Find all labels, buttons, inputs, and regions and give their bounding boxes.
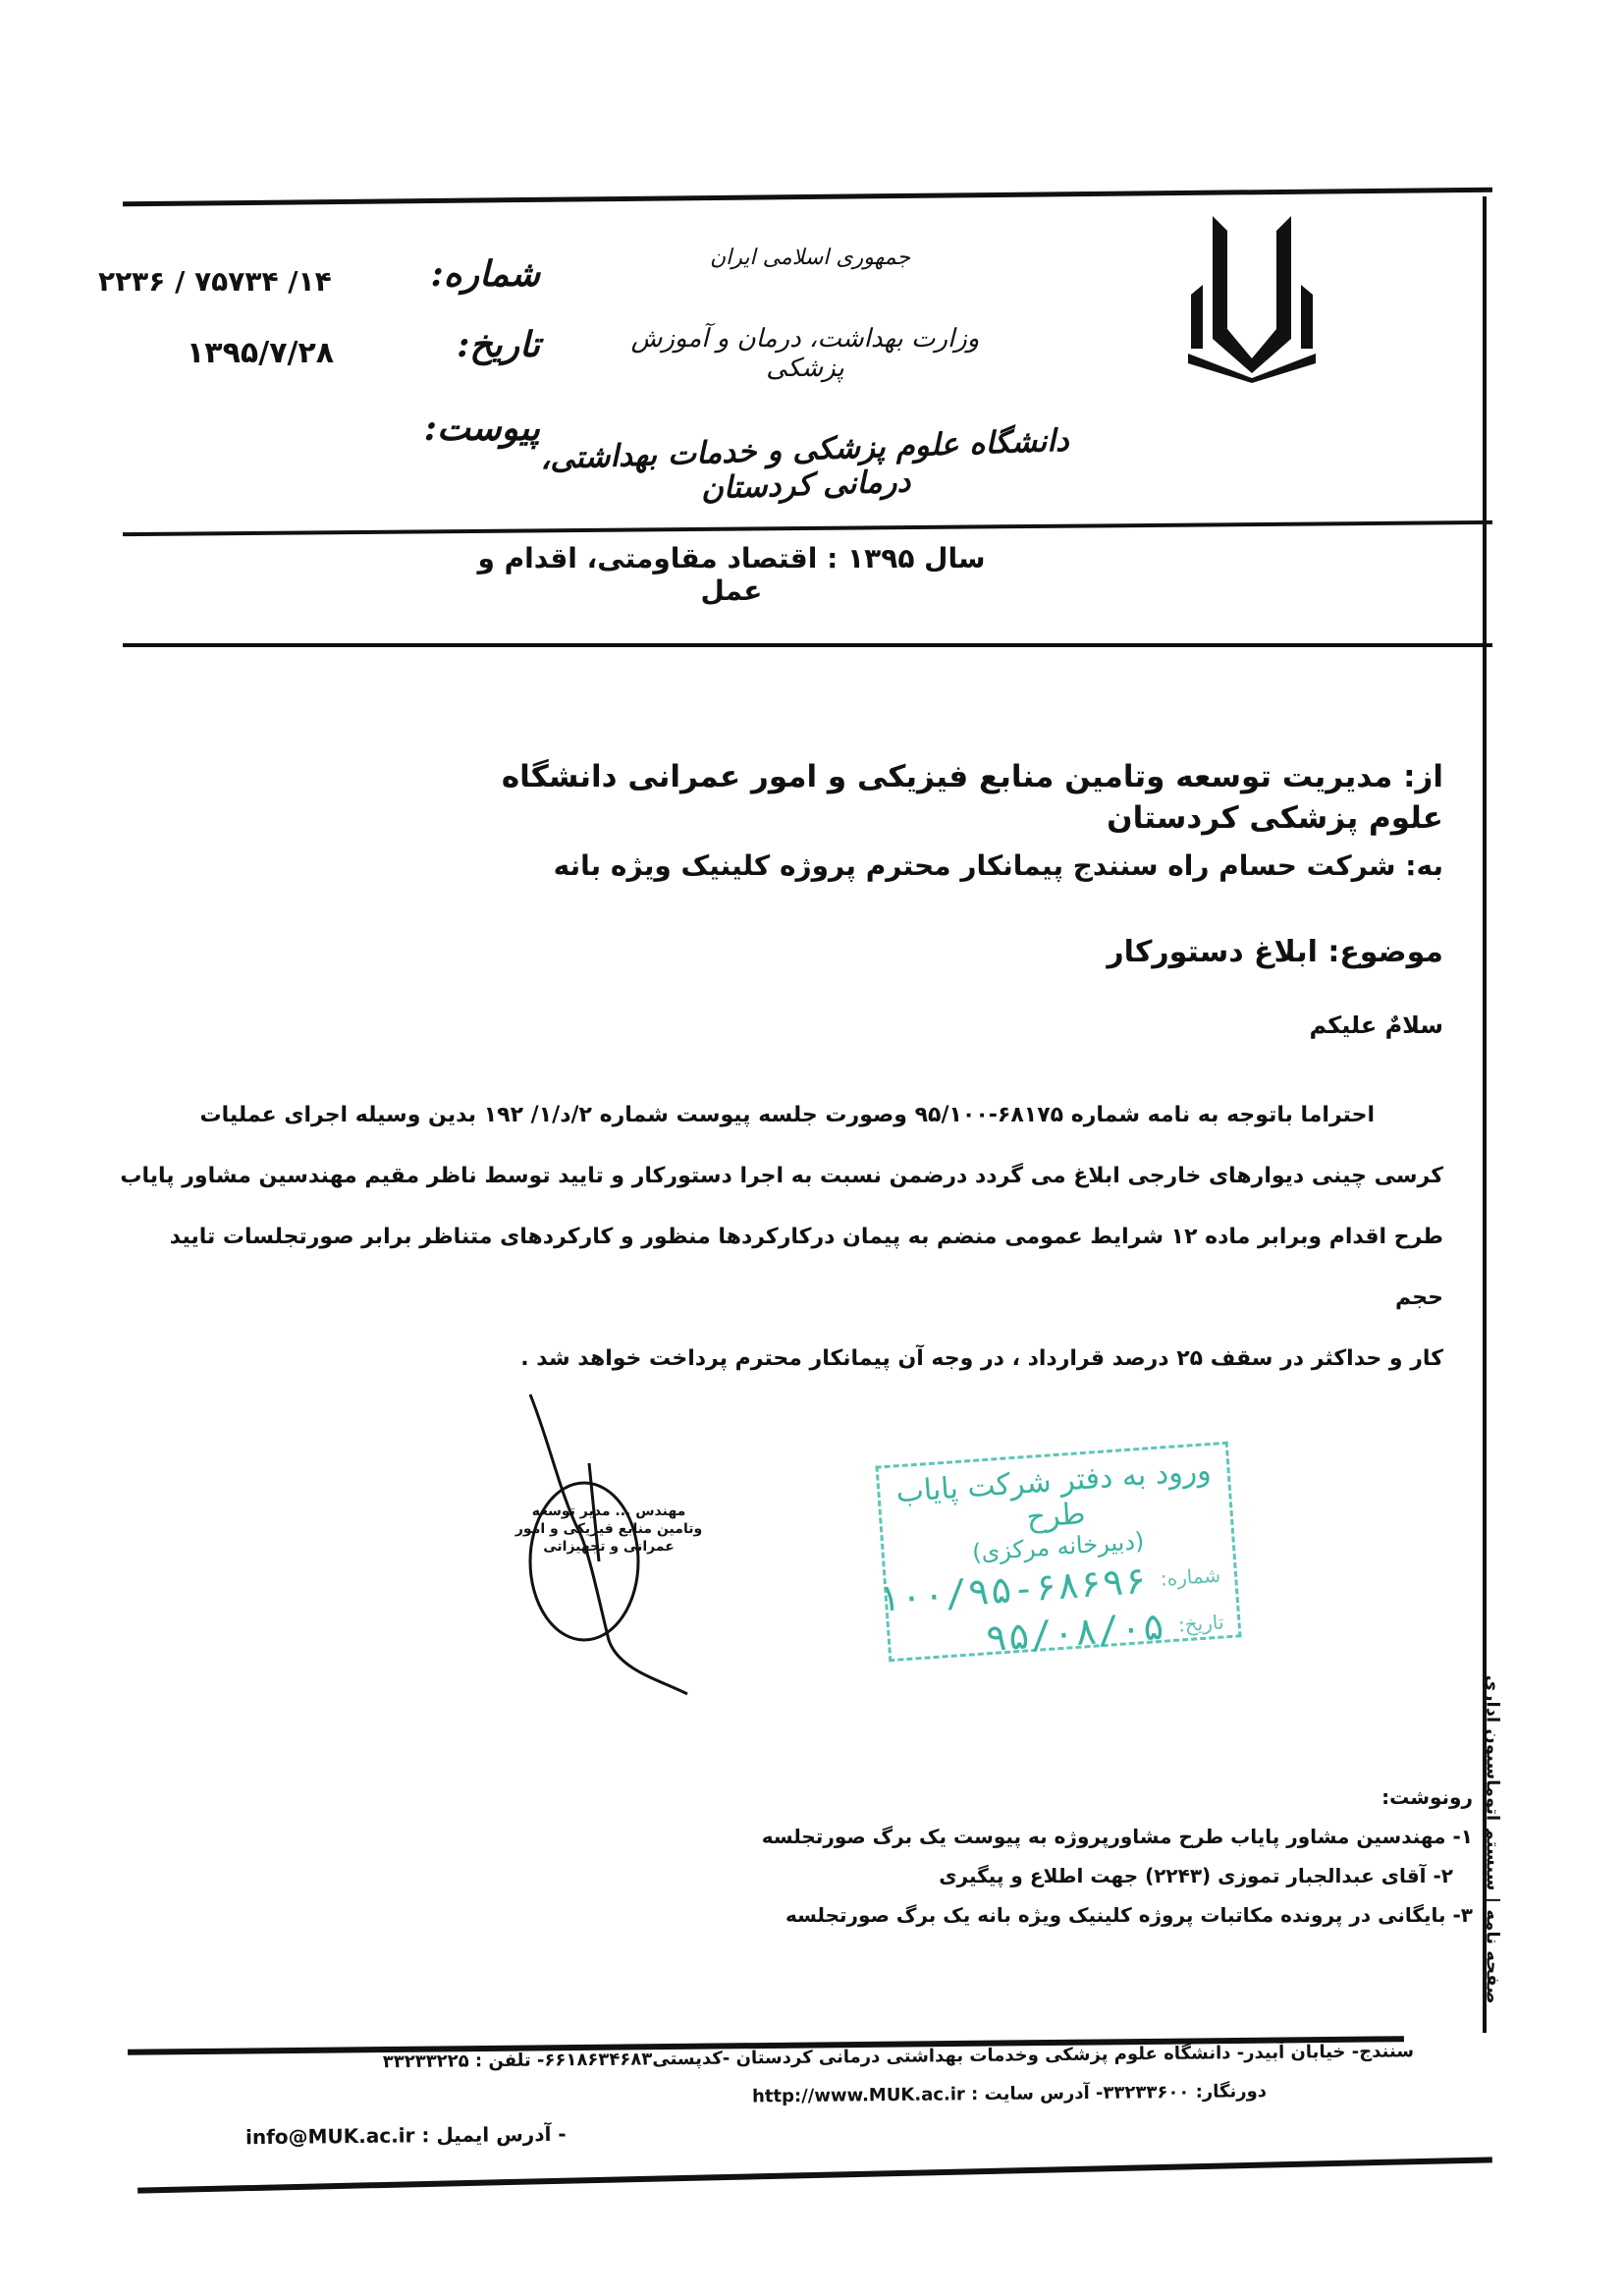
copies [589,1777,1473,1935]
letter-date: ۱۳۹۵/۷/۲۸ [187,336,335,370]
received-stamp [875,1442,1241,1663]
copy-item: ۱- مهندسین مشاور پایاب طرح مشاورپروژه به پیوست یک برگ صورتجلسه [761,1825,1473,1848]
footer-address: سنندج- خیابان آبیدر- دانشگاه علوم پزشکی وخدمات بهداشتی درمانی کردستان -کدپستی۶۶۱۸۶۳۴۶۸۳- تلفن : ۳۳۲۳۳۲۲۵ [382,2041,1415,2073]
body-line: کار و حداکثر در سقف ۲۵ درصد قرارداد ، در وجه آن پیمانکار محترم پرداخت خواهد شد . [520,1346,1443,1371]
copies-label: رونوشت: [1381,1785,1473,1809]
stamp-number: ۱۰۰/۹۵-۶۸۶۹۶ [876,1558,1149,1620]
letter-body [118,1085,1443,1390]
date-label: تاریخ: [457,324,540,365]
university-logo-icon [1183,211,1321,383]
stamp-title: ورود به دفتر شرکت پایاب طرح [894,1453,1213,1536]
footer-bottom-rule [137,2157,1492,2193]
ministry-title: وزارت بهداشت، درمان و آموزش پزشکی [630,324,980,383]
republic-title: جمهوری اسلامی ایران [709,246,911,270]
body-line: طرح اقدام وبرابر ماده ۱۲ شرایط عمومی منضم به پیمان درکارکردها منظور و کارکردهای متناظر برابر صورتجلسات تایید حجم [169,1225,1443,1310]
number-label: شماره: [430,253,540,295]
body-line: کرسی چینی دیوارهای خارجی ابلاغ می گردد درضمن نسبت به اجرا دستورکار و تایید توسط ناظر مقیم مهندسین مشاور پایاب [120,1164,1443,1188]
body-top-rule [123,643,1492,647]
side-note: صفحه نامه | سیستم اتوماسیون اداری [1482,1674,1503,2004]
letter-greeting: سلامٌ علیکم [1309,1011,1443,1039]
body-line: احتراما باتوجه به نامه شماره ۶۸۱۷۵-۹۵/۱۰۰ وصورت جلسه پیوست شماره ۲/د/۱/ ۱۹۲ بدین وسیله اجرای عملیات [199,1103,1375,1127]
stamp-date: ۹۵/۰۸/۰۵ [983,1604,1166,1661]
footer-fax-site: دورنگار: ۳۳۲۳۳۶۰۰- آدرس سایت : http://www.MUK.ac.ir [751,2081,1268,2107]
letter-to: به: شرکت حسام راه سنندج پیمانکار محترم پروژه کلینیک ویژه بانه [553,849,1443,882]
stamp-number-label: شماره: [1160,1562,1221,1591]
letter-number: ۱۴/ ۷۵۷۳۴ / ۲۲۳۶ [98,265,332,298]
letter-subject: موضوع: ابلاغ دستورکار [1107,935,1443,969]
copy-item: ۳- بایگانی در پرونده مکاتبات پروژه کلینیک ویژه بانه یک برگ صورتجلسه [785,1903,1473,1927]
stamp-subtitle: (دبیرخانه مرکزی) [971,1526,1146,1567]
attachment-label: پیوست: [423,408,540,449]
stamp-date-label: تاریخ: [1177,1610,1225,1637]
footer-email: - آدرس ایمیل : info@MUK.ac.ir [244,2121,567,2150]
header-top-rule [123,188,1492,207]
university-title: دانشگاه علوم پزشکی و خدمات بهداشتی، درمانی کردستان [539,422,1070,507]
year-slogan: سال ۱۳۹۵ : اقتصاد مقاومتی، اقدام و عمل [477,542,986,607]
letter-from: از: مدیریت توسعه وتامین منابع فیزیکی و امور عمرانی دانشگاه علوم پزشکی کردستان [501,759,1443,836]
copy-item: ۲- آقای عبدالجبار تموزی (۲۲۴۳) جهت اطلاع و پیگیری [939,1864,1453,1887]
signature-stamp-text: مهندس ... مدیر توسعه وتامین منابع فیزیکی و امور عمرانی و تجهیزاتی [514,1503,703,1555]
header-bottom-rule [123,520,1492,536]
